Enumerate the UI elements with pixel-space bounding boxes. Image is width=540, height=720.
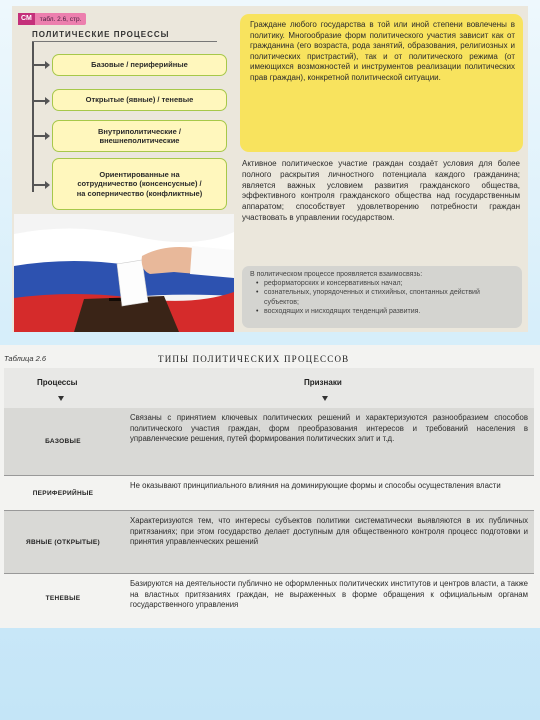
- reference-badge: [18, 13, 86, 25]
- ballot-photo: [14, 214, 234, 332]
- header-processes: Процессы: [37, 378, 78, 387]
- table-header: [4, 368, 534, 408]
- process-type-consensus: Ориентированные на сотрудничество (консенсусные) / на соперничество (конфликтные): [52, 158, 227, 210]
- arrow-icon: [34, 135, 48, 137]
- down-arrow-icon: [322, 396, 328, 401]
- arrow-icon: [34, 64, 48, 66]
- section-title: ПОЛИТИЧЕСКИЕ ПРОЦЕССЫ: [32, 30, 217, 42]
- list-item: • реформаторских и консервативных начал;: [258, 279, 514, 288]
- row-text: Базируются на деятельности публично не оформленных политических институтов и центров власти, а также на властных притязаниях граждан, не выраженных в форме обращения к официальным органам государственного управления: [130, 579, 528, 610]
- table-row: [4, 511, 534, 573]
- row-text: Связаны с принятием ключевых политических решений и характеризуются разнообразием способов политического участия граждан, форм преобразования интересов и требований населения в управленческие решения, путей формирования политических элит и т.д.: [130, 413, 528, 444]
- arrow-icon: [34, 184, 48, 186]
- row-name: БАЗОВЫЕ: [45, 438, 81, 445]
- table-title: ТИПЫ ПОЛИТИЧЕСКИХ ПРОЦЕССОВ: [158, 354, 350, 364]
- table-row: [4, 476, 534, 510]
- header-features: Признаки: [304, 378, 342, 387]
- row-name: ТЕНЕВЫЕ: [45, 594, 81, 602]
- process-type-basic: Базовые / периферийные: [52, 54, 227, 76]
- textbook-page-top: [12, 6, 528, 332]
- row-name: ПЕРИФЕРИЙНЫЕ: [32, 489, 94, 497]
- table-row: [4, 574, 534, 622]
- textbook-page-table: [0, 345, 540, 628]
- interrelation-list: [250, 279, 514, 316]
- list-item: • сознательных, упорядоченных и стихийных, спонтанных действий субъектов;: [258, 288, 514, 306]
- row-name: ЯВНЫЕ (ОТКРЫТЫЕ): [25, 538, 101, 546]
- participation-paragraph: Активное политическое участие граждан создаёт условия для более полного раскрытия личностного потенциала каждого гражданина; является важных условием развития гражданского общества, эффективного контроля гражданского общества над государственным аппаратом; способствует удовлетворению потребности граждан участвовать в управлении государством.: [242, 159, 520, 222]
- list-item: • восходящих и нисходящих тенденций развития.: [258, 307, 514, 316]
- row-text: Характеризуются тем, что интересы субъектов политики систематически выявляются в их публичных притязаниях; при этом государство делает доступным для общественного контроля процесс подготовки и принятия управленческих решений: [130, 516, 528, 547]
- row-text: Не оказывают принципиального влияния на доминирующие формы и способы осуществления власти: [130, 481, 501, 490]
- arrow-icon: [34, 100, 48, 102]
- interrelation-intro: В политическом процессе проявляется взаимосвязь:: [250, 271, 423, 278]
- process-interrelation-box: [242, 266, 522, 328]
- process-type-internal: Внутриполитические / внешнеполитические: [52, 120, 227, 152]
- definition-box: Граждане любого государства в той или иной степени вовлечены в политику. Многообразие форм политического участия зависит как от гражданина (его возраста, рода занятий, образования, религиозных и политических пристрастий), так и от политического режима (от имеющихся возможностей и инструментов реализации политических прав граждан), конкретной политической ситуации.: [240, 14, 523, 152]
- down-arrow-icon: [58, 396, 64, 401]
- badge-cm: СМ: [18, 13, 35, 25]
- table-row: [4, 408, 534, 475]
- process-type-open: Открытые (явные) / теневые: [52, 89, 227, 111]
- table-caption: Таблица 2.6: [4, 354, 47, 363]
- ballot-box-illustration: [14, 214, 234, 332]
- badge-reference: табл. 2.6, стр.: [39, 15, 82, 23]
